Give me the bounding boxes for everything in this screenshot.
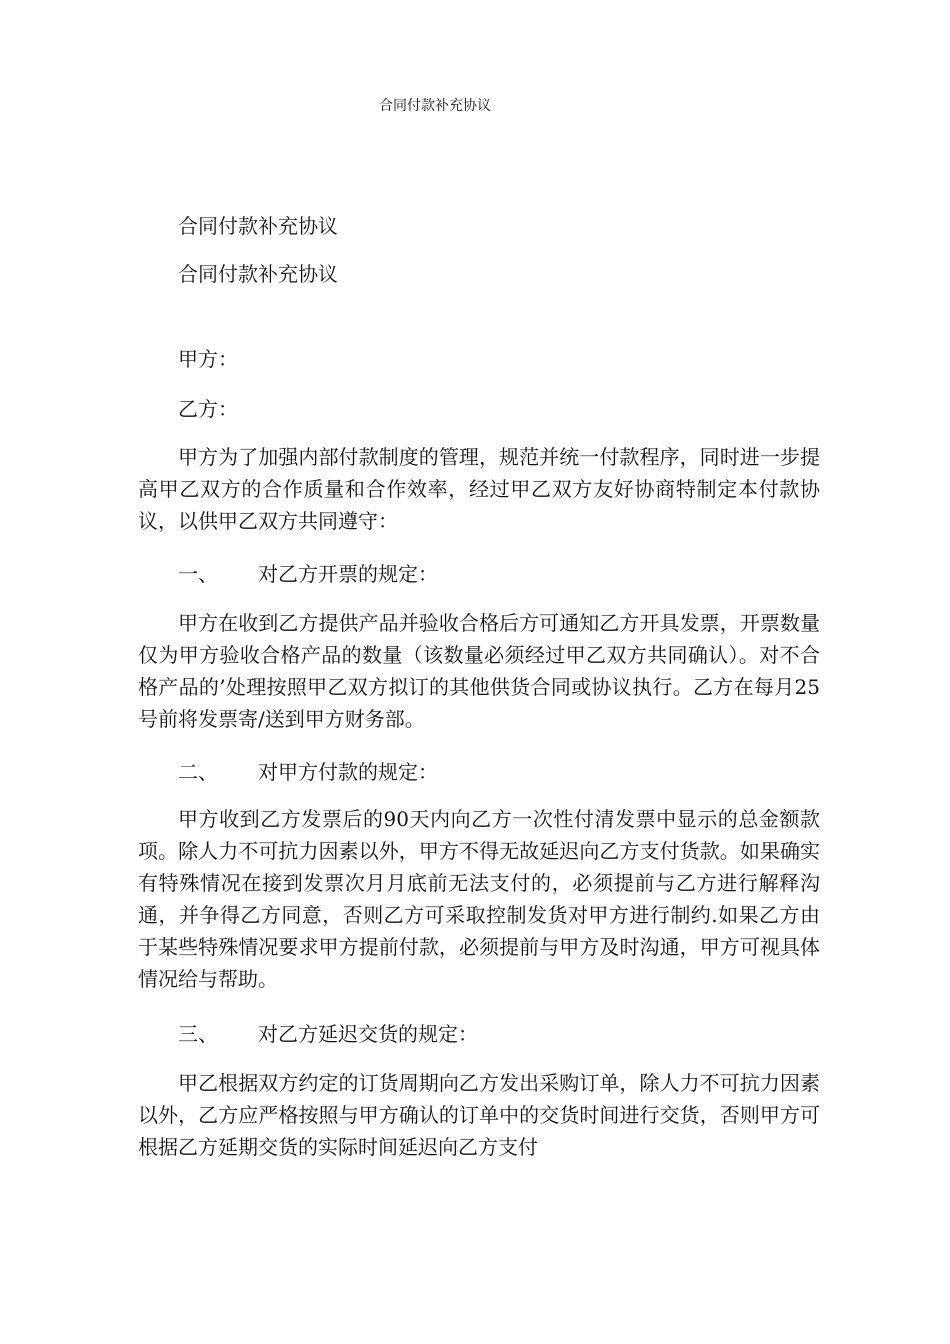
intro-paragraph: 甲方为了加强内部付款制度的管理，规范并统一付款程序，同时进一步提高甲乙双方的合作质量和合作效率，经过甲乙双方友好协商特制定本付款协议，以供甲乙双方共同遵守： xyxy=(138,445,820,533)
document-subtitle: 合同付款补充协议 xyxy=(178,262,338,286)
section-heading-3 xyxy=(178,1019,478,1049)
section-heading-text: 对乙方开票的规定： xyxy=(258,562,438,586)
section-heading-text: 对甲方付款的规定： xyxy=(258,760,438,784)
document-title: 合同付款补充协议 xyxy=(178,214,338,238)
section-number: 三、 xyxy=(178,1022,218,1046)
section-number: 一、 xyxy=(178,562,218,586)
running-header: 合同付款补充协议 xyxy=(379,98,491,114)
party-a-label: 甲方： xyxy=(178,347,238,371)
section-body-1: 甲方在收到乙方提供产品并验收合格后方可通知乙方开具发票，开票数量仅为甲方验收合格产品的数量（该数量必须经过甲乙双方共同确认）。对不合格产品的’处理按照甲乙双方拟订的其他供货合同或协议执行。乙方在每月25号前将发票寄/送到甲方财务部。 xyxy=(138,611,820,731)
section-heading-2 xyxy=(178,757,438,787)
party-b-label: 乙方： xyxy=(178,397,238,421)
section-heading-1 xyxy=(178,559,438,589)
section-body-2: 甲方收到乙方发票后的90天内向乙方一次性付清发票中显示的总金额款项。除人力不可抗力因素以外，甲方不得无故延迟向乙方支付货款。如果确实有特殊情况在接到发票次月月底前无法支付的，必须提前与乙方进行解释沟通，并争得乙方同意，否则乙方可采取控制发货对甲方进行制约.如果乙方由于某些特殊情况要求甲方提前付款，必须提前与甲方及时沟通，甲方可视具体情况给与帮助。 xyxy=(138,807,820,991)
section-heading-text: 对乙方延迟交货的规定： xyxy=(258,1022,478,1046)
section-number: 二、 xyxy=(178,760,218,784)
section-body-3: 甲乙根据双方约定的订货周期向乙方发出采购订单，除人力不可抗力因素以外，乙方应严格按照与甲方确认的订单中的交货时间进行交货，否则甲方可根据乙方延期交货的实际时间延迟向乙方支付 xyxy=(138,1071,820,1159)
